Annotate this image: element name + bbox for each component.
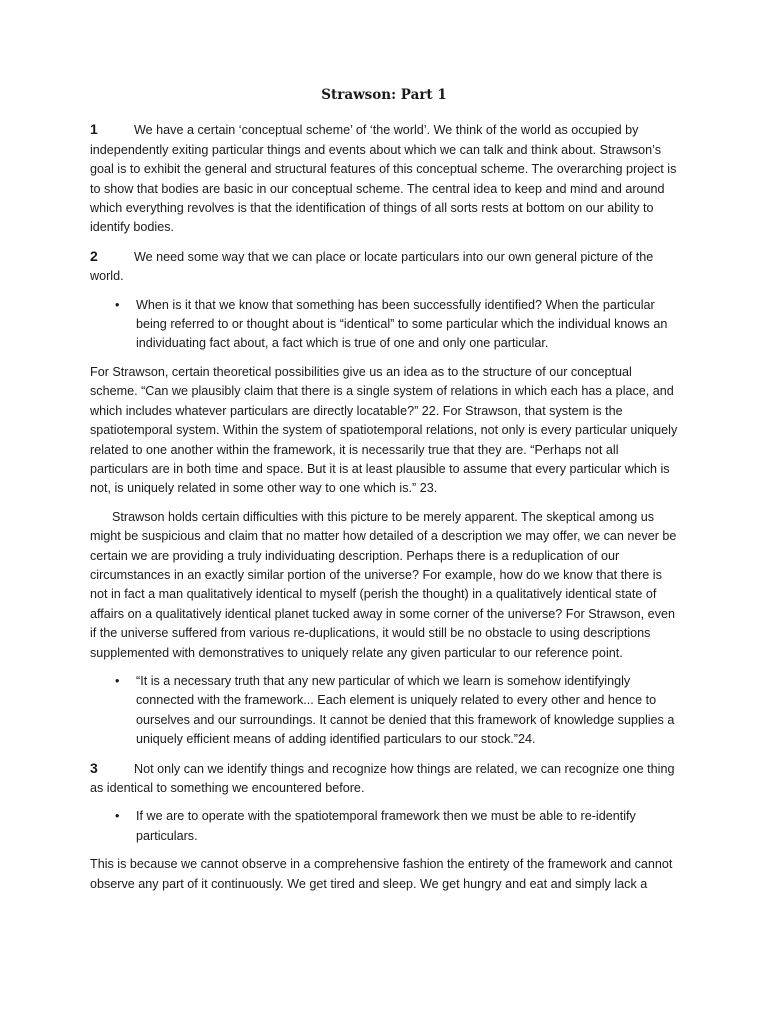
bullet-text: If we are to operate with the spatiotemporal framework then we must be able to re-identify particulars. <box>136 809 636 843</box>
bullet-icon: • <box>115 809 120 824</box>
section-3-paragraph <box>90 759 678 799</box>
strawson-theory-paragraph: For Strawson, certain theoretical possibilities give us an idea as to the structure of our conceptual scheme. “Can we plausibly claim that there is a single system of relations in which each has a place, and which includes whatever particulars are directly locatable?” 22. For Strawson, that system is the spatiotemporal system. Within the system of spatiotemporal relations, not only is every particular uniquely related to one another within the framework, it is necessarily true that they are. “Perhaps not all particulars are in both time and space. But it is at least plausible to assume that every particular which is not, is uniquely related in some other way to one which is.” 23. <box>90 364 678 496</box>
section-number-3: 3 <box>90 759 98 776</box>
bullet-text: When is it that we know that something has been successfully identified? When the particular being referred to or thought about is “identical” to some particular which the individual knows an individuating fact about, a fact which is true of one and only one particular. <box>136 297 668 351</box>
difficulties-paragraph: Strawson holds certain difficulties with this picture to be merely apparent. The skeptical among us might be suspicious and claim that no matter how detailed of a description we may offer, we can never be certain we are providing a truly individuating description. Perhaps there is a reduplication of our circumstances in an exactly similar portion of the universe? For example, how do we know that there is not in fact a man qualitatively identical to myself (perish the thought) in a qualitatively identical state of affairs on a qualitatively identical planet tucked away in some corner of the universe? For Strawson, even if the universe suffered from various re-duplications, it would still be no obstacle to using descriptions supplemented with demonstratives to uniquely relate any given particular to our reference point. <box>90 509 677 660</box>
bullet-icon: • <box>115 297 120 312</box>
document-page <box>90 86 678 903</box>
list-item <box>90 672 678 750</box>
section-2-paragraph <box>90 247 678 287</box>
section-2-bullet-list <box>90 296 678 354</box>
section-number-2: 2 <box>90 247 98 264</box>
because-paragraph: This is because we cannot observe in a comprehensive fashion the entirety of the framework and cannot observe any part of it continuously. We get tired and sleep. We get hungry and eat and simply lack a <box>90 857 673 891</box>
list-item <box>90 296 678 354</box>
section-number-1: 1 <box>90 121 98 138</box>
section-1-paragraph <box>90 120 678 237</box>
list-item <box>90 807 678 846</box>
section-2-text: We need some way that we can place or locate particulars into our own general picture of the world. <box>90 249 654 284</box>
bullet-text: “It is a necessary truth that any new particular of which we learn is somehow identifyingly connected with the framework... Each element is uniquely related to every other and hence to ourselves and our surroundings. It cannot be denied that this framework of knowledge supplies a uniquely efficient means of adding identified particulars to our stock.”24. <box>136 673 675 747</box>
section-3-bullet-list <box>90 807 678 846</box>
section-1-text: We have a certain ‘conceptual scheme’ of ‘the world’. We think of the world as occupied by independently exiting particular things and events about which we can talk and think about. Strawson’s goal is to exhibit the general and structural features of this conceptual scheme. The overarching project is to show that bodies are basic in our conceptual scheme. The central idea to keep and mind and around which everything revolves is that the identification of things of all sorts rests at bottom on our ability to identify bodies. <box>90 123 677 235</box>
quote-bullet-list <box>90 672 678 750</box>
section-3-text: Not only can we identify things and recognize how things are related, we can recognize one thing as identical to something we encountered before. <box>90 761 675 795</box>
document-title: Strawson: Part 1 <box>321 87 447 103</box>
bullet-icon: • <box>115 673 120 688</box>
